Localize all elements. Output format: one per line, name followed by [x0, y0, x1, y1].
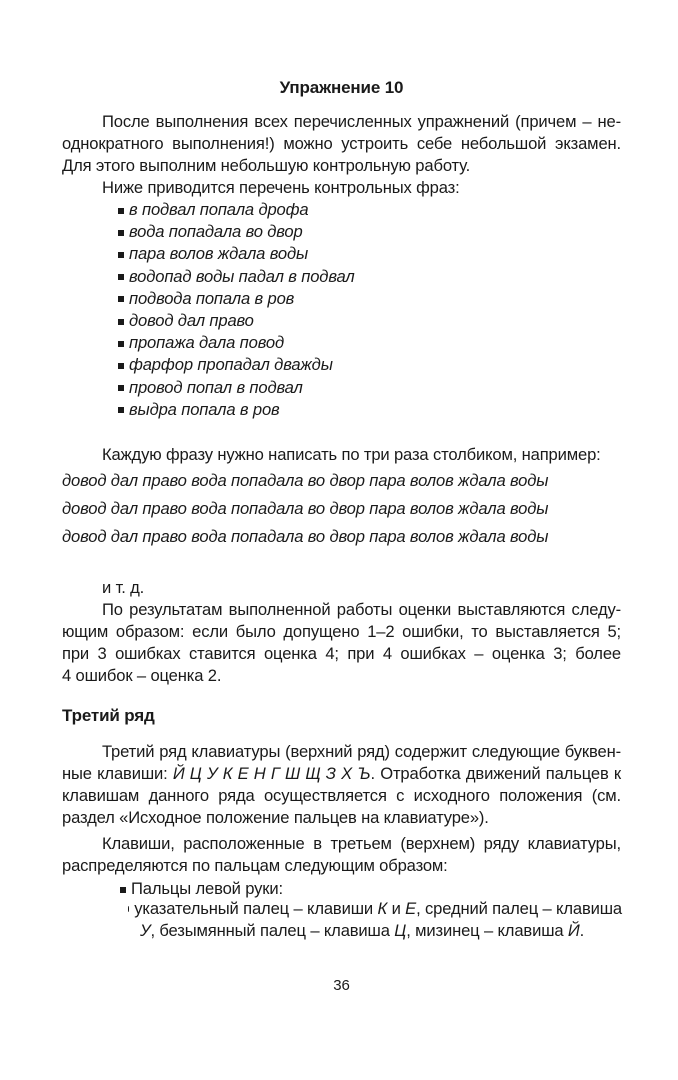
square-bullet-icon [120, 887, 126, 893]
exercise-title: Упражнение 10 [279, 78, 404, 97]
left-hand-detail [134, 898, 622, 942]
grading-paragraph [62, 577, 621, 687]
instruction-paragraph [62, 444, 621, 466]
intro-line: Для этого выполним небольшую контрольную работу. [62, 156, 471, 175]
left-hand-label: Пальцы левой руки: [131, 879, 283, 898]
list-item [118, 243, 355, 265]
square-bullet-icon [118, 363, 124, 369]
list-item [118, 266, 355, 288]
page-number: 36 [333, 977, 350, 994]
distribution-line: распределяются по пальцам следующим образом: [62, 856, 448, 875]
detail-line [128, 898, 622, 920]
key-label: Й [567, 921, 580, 940]
grading-line: при 3 ошибках ставится оценка 4; при 4 ошибках – оценка 3; более [62, 644, 621, 663]
grading-line: 4 ошибок – оценка 2. [62, 666, 222, 685]
list-item [118, 354, 355, 376]
list-item [118, 399, 355, 421]
square-bullet-icon [118, 407, 124, 413]
phrase-text: фарфор пропадал дважды [129, 355, 333, 375]
detail-text: , мизинец – клавиша [406, 921, 568, 940]
phrase-text: подвода попала в ров [129, 288, 295, 308]
key-label: Ц [394, 921, 407, 940]
square-bullet-icon [118, 274, 124, 280]
row-paragraph [62, 741, 621, 829]
square-bullet-icon [118, 319, 124, 325]
distribution-paragraph [62, 833, 621, 877]
phrase-text: довод дал право [129, 311, 254, 331]
row-line: Третий ряд клавиатуры (верхний ряд) содержит следующие буквен- [102, 742, 621, 761]
key-label: У [140, 921, 151, 940]
grading-line: ющим образом: если было допущено 1–2 ошибки, то выставляется 5; [62, 622, 621, 641]
example-block [62, 467, 548, 551]
section-title: Третий ряд [62, 706, 155, 725]
row-text: . Отработка движений пальцев к [370, 764, 621, 783]
list-intro: Ниже приводится перечень контрольных фраз: [102, 178, 460, 197]
phrase-text: вода попадала во двор [129, 222, 303, 242]
detail-text: , средний палец – клавиша [416, 899, 622, 918]
square-bullet-icon [118, 230, 124, 236]
detail-text: , безымянный палец – клавиша [150, 921, 395, 940]
example-line: довод дал право вода попадала во двор пара волов ждала воды [62, 527, 549, 546]
distribution-line: Клавиши, расположенные в третьем (верхнем) ряду клавиатуры, [102, 834, 621, 853]
square-bullet-icon [118, 252, 124, 258]
list-item [118, 310, 355, 332]
row-text: ные клавиши: [62, 764, 173, 783]
left-hand-item [120, 878, 283, 900]
example-line: довод дал право вода попадала во двор пара волов ждала воды [62, 471, 549, 490]
etc-text: и т. д. [102, 578, 145, 597]
phrase-list [118, 199, 355, 421]
key-label: К [377, 899, 388, 918]
list-item [118, 332, 355, 354]
detail-text: . [579, 921, 585, 940]
list-item [118, 199, 355, 221]
phrase-text: выдра попала в ров [129, 399, 280, 419]
phrase-text: пара волов ждала воды [129, 244, 309, 264]
key-list: Й Ц У К Е Н Г Ш Щ З Х Ъ [172, 764, 371, 783]
list-item [118, 288, 355, 310]
row-line: раздел «Исходное положение пальцев на клавиатуре»). [62, 808, 489, 827]
intro-line: однократного выполнения!) можно устроить себе небольшой экзамен. [62, 134, 621, 153]
row-line: клавишам данного ряда осуществляется с исходного положения (см. [62, 786, 621, 805]
phrase-text: пропажа дала повод [129, 333, 284, 353]
phrase-text: в подвал попала дрофа [129, 200, 309, 220]
detail-text: указательный палец – клавиши [134, 899, 373, 918]
phrase-text: водопад воды падал в подвал [129, 266, 355, 286]
grading-line: По результатам выполненной работы оценки выставляются следу- [102, 600, 621, 619]
list-item [118, 377, 355, 399]
round-bullet-icon [128, 906, 129, 912]
detail-line [140, 920, 622, 942]
instruction-text: Каждую фразу нужно написать по три раза столбиком, например: [102, 445, 601, 464]
list-item [118, 221, 355, 243]
intro-paragraph [62, 111, 621, 199]
square-bullet-icon [118, 341, 124, 347]
phrase-text: провод попал в подвал [129, 377, 303, 397]
intro-line: После выполнения всех перечисленных упражнений (причем – не- [102, 112, 621, 131]
row-line [62, 763, 621, 785]
key-label: Е [405, 899, 417, 918]
square-bullet-icon [118, 385, 124, 391]
square-bullet-icon [118, 296, 124, 302]
detail-text: и [387, 899, 406, 918]
example-line: довод дал право вода попадала во двор пара волов ждала воды [62, 499, 549, 518]
square-bullet-icon [118, 208, 124, 214]
